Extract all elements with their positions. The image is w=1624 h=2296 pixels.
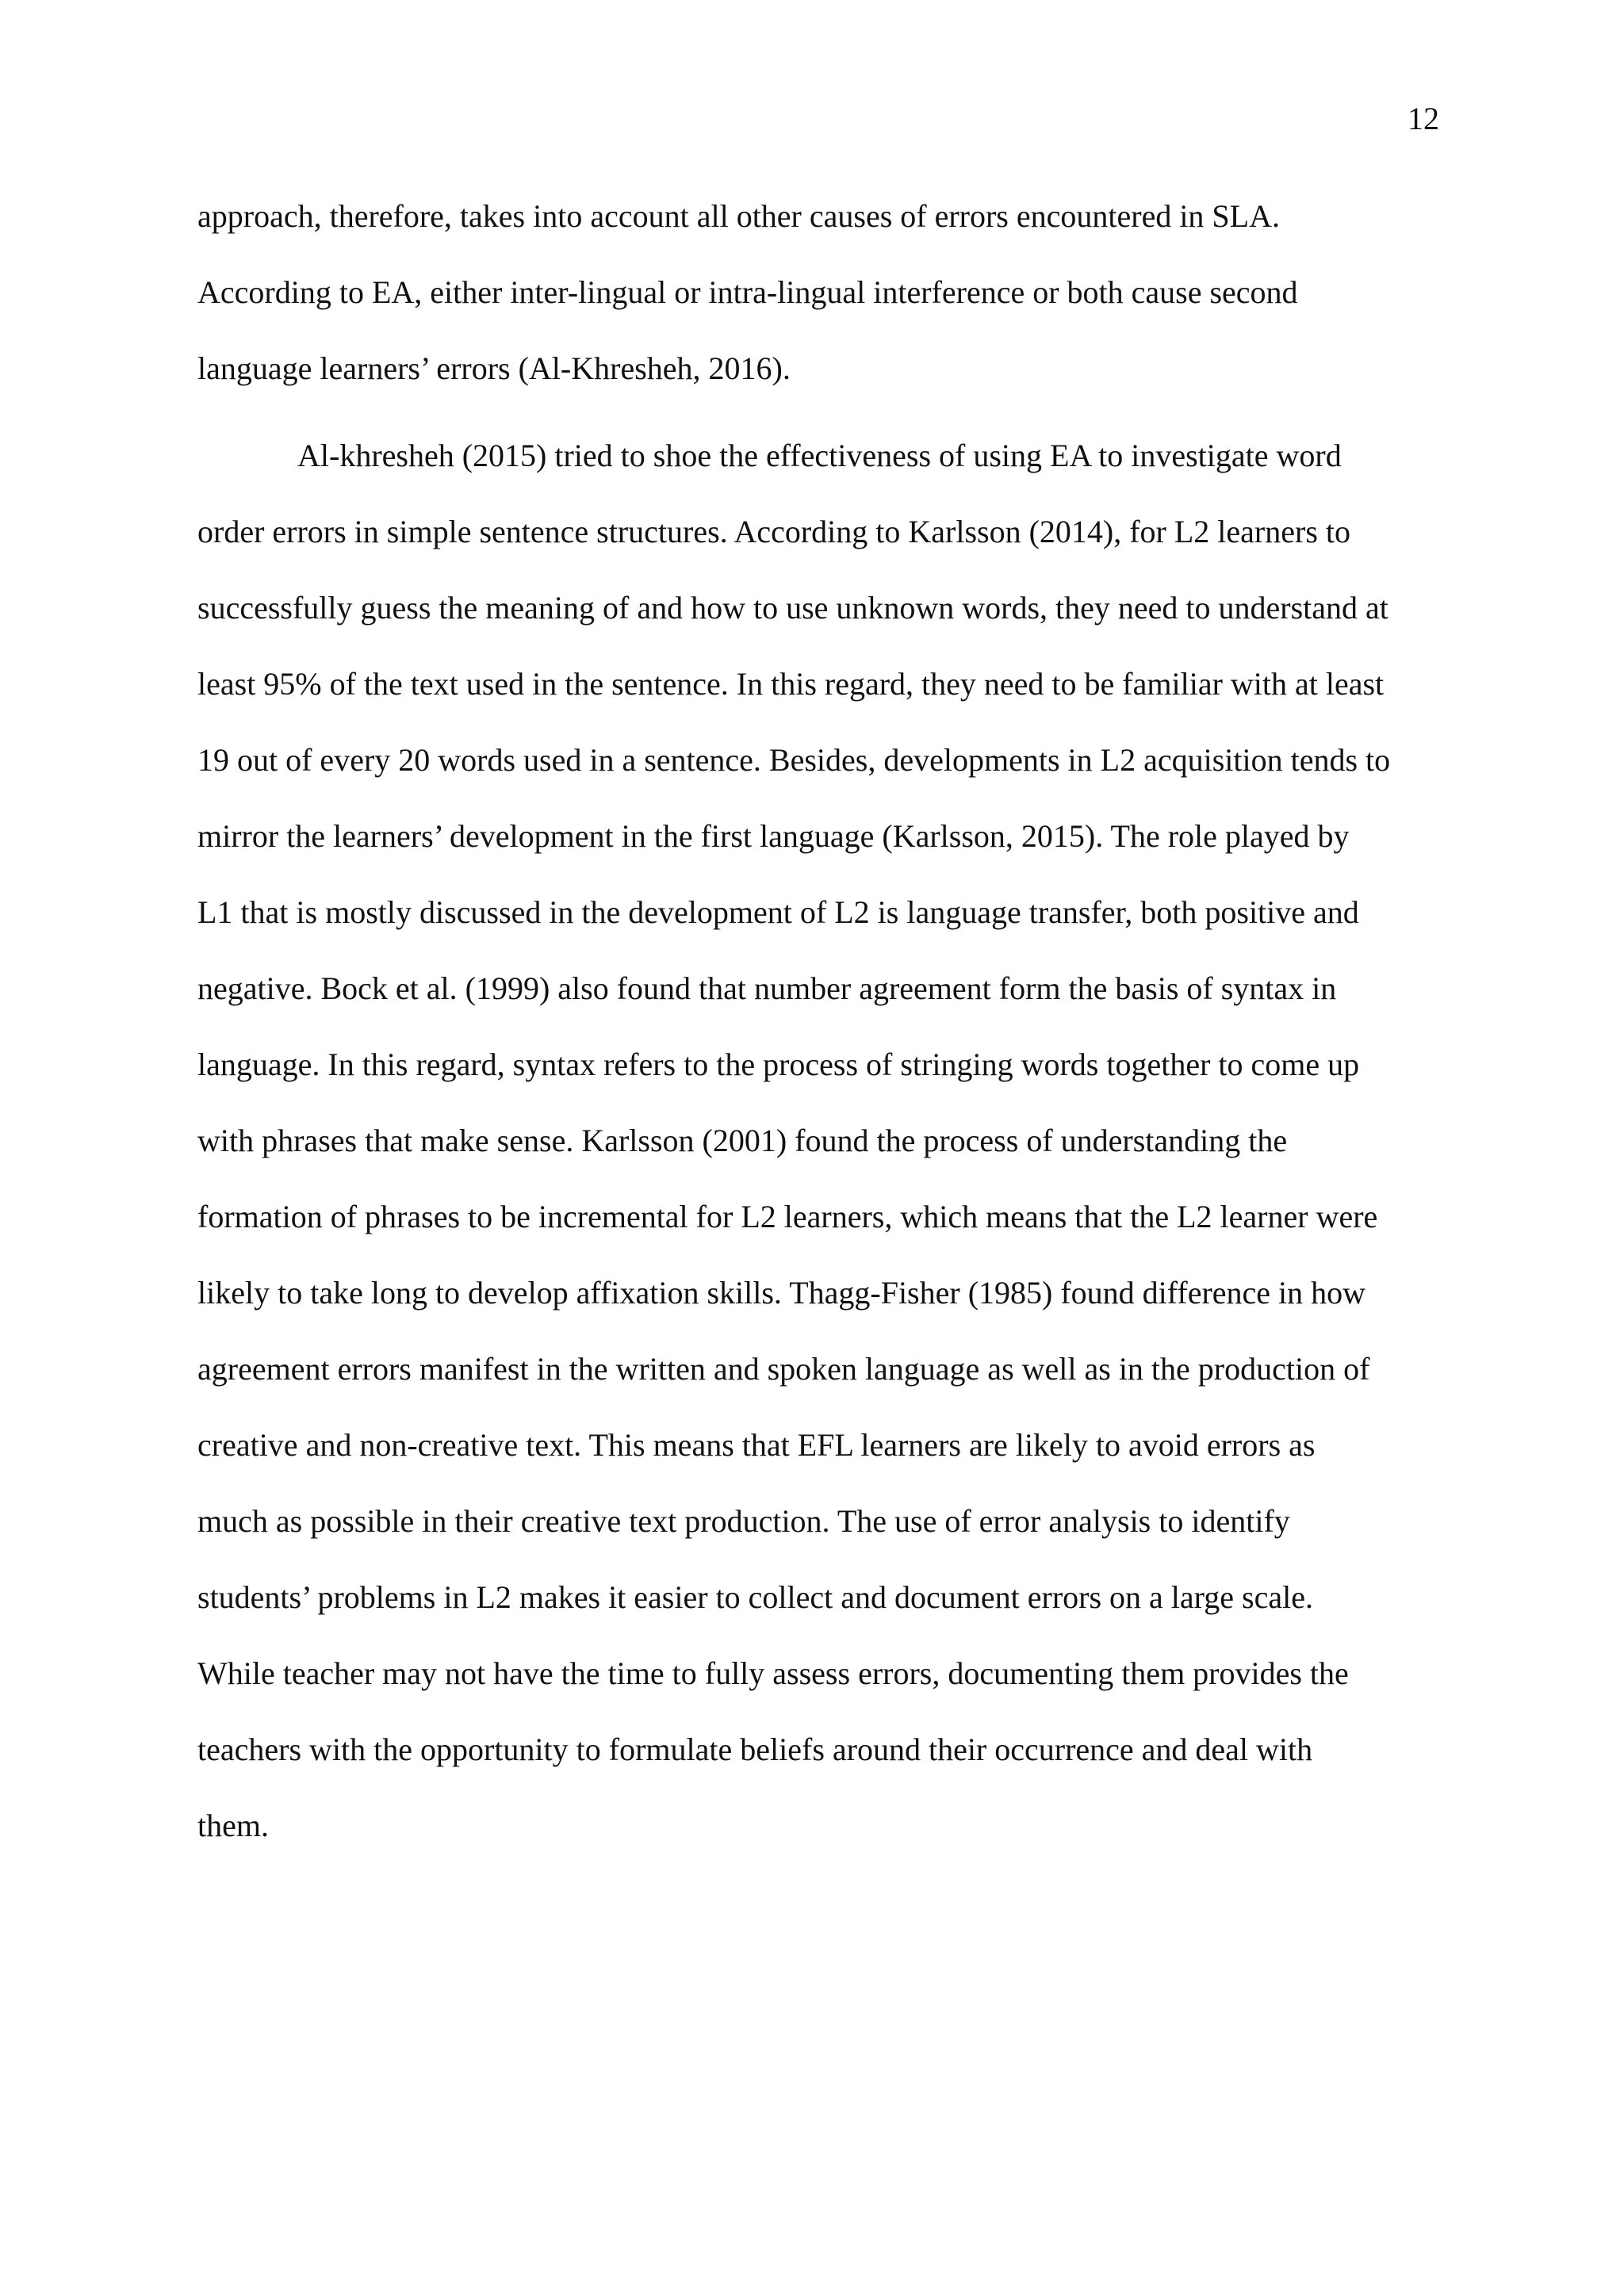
text-line: approach, therefore, takes into account all other causes of errors encountered in SLA. <box>197 198 1280 234</box>
text-line: According to EA, either inter-lingual or intra-lingual interference or both cause second <box>197 274 1298 310</box>
paragraph-2 <box>197 432 1446 1878</box>
text-line-indented: Al-khresheh (2015) tried to shoe the effectiveness of using EA to investigate word <box>297 438 1342 473</box>
paragraph-1 <box>197 193 1446 421</box>
text-line: much as possible in their creative text production. The use of error analysis to identify <box>197 1503 1290 1539</box>
text-line: least 95% of the text used in the sentence. In this regard, they need to be familiar with at least <box>197 666 1385 702</box>
text-line: L1 that is mostly discussed in the development of L2 is language transfer, both positive and <box>197 894 1359 930</box>
body-text <box>197 193 1446 1878</box>
text-line: agreement errors manifest in the written and spoken language as well as in the production of <box>197 1351 1370 1387</box>
text-line: them. <box>197 1808 269 1843</box>
text-line: mirror the learners’ development in the first language (Karlsson, 2015). The role played by <box>197 818 1350 854</box>
text-line: 19 out of every 20 words used in a sentence. Besides, developments in L2 acquisition tends to <box>197 742 1391 778</box>
text-line: creative and non-creative text. This means that EFL learners are likely to avoid errors as <box>197 1427 1316 1463</box>
text-line: likely to take long to develop affixation skills. Thagg-Fisher (1985) found difference in how <box>197 1275 1366 1311</box>
text-line: formation of phrases to be incremental for L2 learners, which means that the L2 learner were <box>197 1199 1378 1234</box>
text-line: language. In this regard, syntax refers to the process of stringing words together to come up <box>197 1047 1360 1082</box>
text-line: While teacher may not have the time to fully assess errors, documenting them provides the <box>197 1655 1349 1691</box>
text-line: language learners’ errors (Al-Khresheh, 2016). <box>197 350 791 386</box>
page-number: 12 <box>1408 101 1439 136</box>
text-line: with phrases that make sense. Karlsson (2001) found the process of understanding the <box>197 1123 1288 1158</box>
text-line: order errors in simple sentence structures. According to Karlsson (2014), for L2 learners to <box>197 514 1351 549</box>
text-line: students’ problems in L2 makes it easier to collect and document errors on a large scale. <box>197 1579 1313 1615</box>
text-line: negative. Bock et al. (1999) also found that number agreement form the basis of syntax in <box>197 970 1337 1006</box>
paragraph-spacer <box>197 421 1446 432</box>
text-line: successfully guess the meaning of and how to use unknown words, they need to understand at <box>197 590 1388 626</box>
text-line: teachers with the opportunity to formulate beliefs around their occurrence and deal with <box>197 1732 1313 1767</box>
